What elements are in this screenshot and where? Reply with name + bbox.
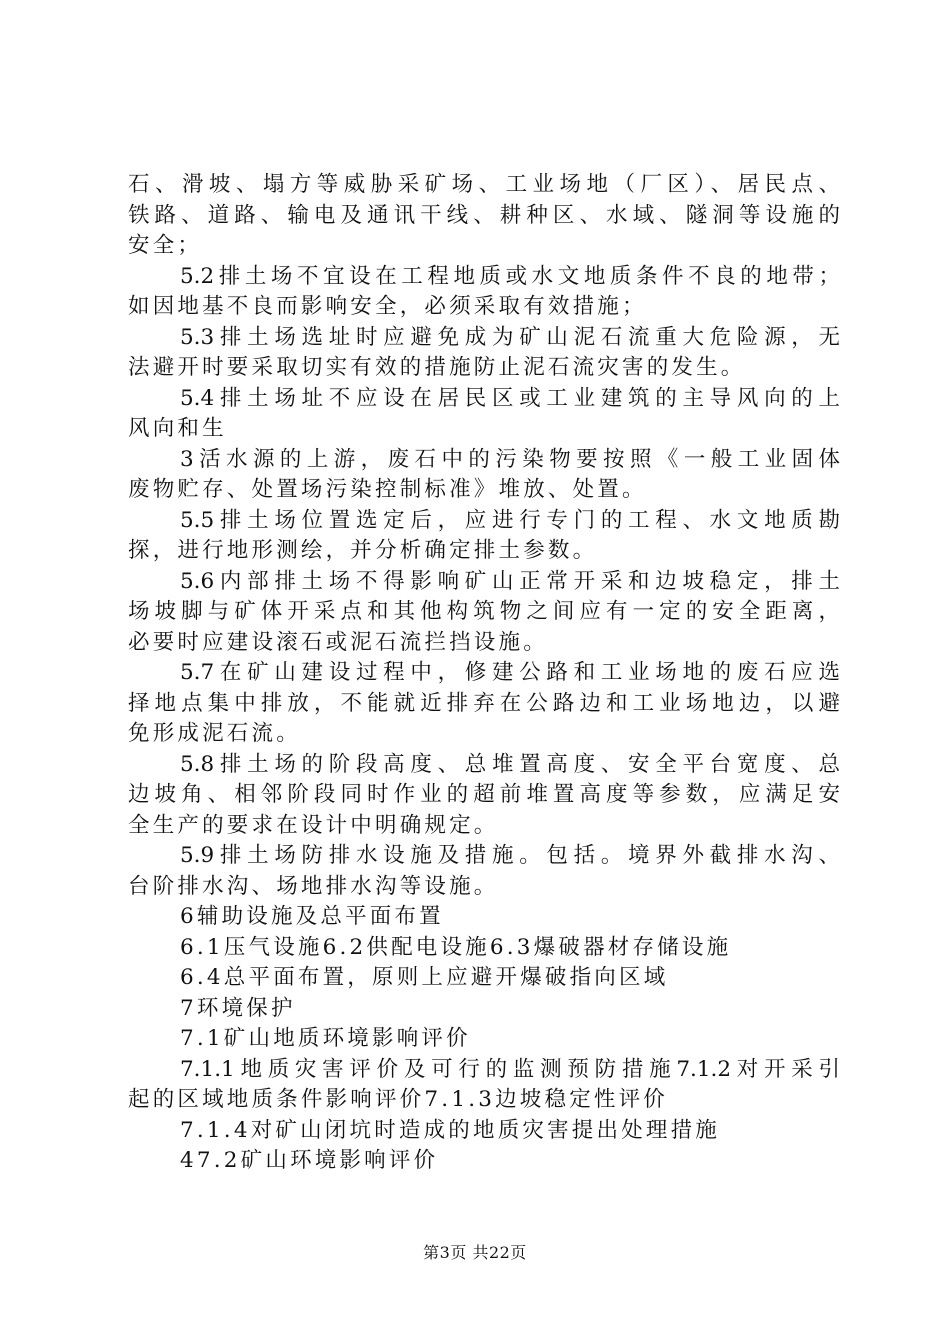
text-line: 5.8排土场的阶段高度、总堆置高度、安全平台宽度、总 — [180, 751, 840, 777]
text-line: 如因地基不良而影响安全，必须采取有效措施； — [128, 294, 647, 319]
text-line: 台阶排水沟、场地排水沟等设施。 — [128, 873, 499, 899]
text-line: 免形成泥石流。 — [128, 721, 301, 746]
text-line: 必要时应建设滚石或泥石流拦挡设施。 — [128, 629, 548, 655]
text-line: 起的区域地质条件影响评价7.1.3边坡稳定性评价 — [128, 1087, 669, 1112]
text-line: 7.1.1地质灾害评价及可行的监测预防措施7.1.2对开采引 — [180, 1056, 840, 1082]
text-line: 5.4排土场址不应设在居民区或工业建筑的主导风向的上 — [180, 385, 840, 411]
text-line: 3活水源的上游，废石中的污染物要按照《一般工业固体 — [180, 446, 840, 472]
text-line: 石、滑坡、塌方等威胁采矿场、工业场地（厂区）、居民点、 — [128, 172, 840, 197]
text-line: 7.1.4对矿山闭坑时造成的地质灾害提出处理措施 — [180, 1117, 721, 1143]
text-line: 全生产的要求在设计中明确规定。 — [128, 812, 499, 838]
text-line: 边坡角、相邻阶段同时作业的超前堆置高度等参数，应满足安 — [128, 782, 840, 807]
text-line: 5.5排土场位置选定后，应进行专门的工程、水文地质勘 — [180, 507, 840, 533]
page-footer: 第3页 共22页 — [423, 1243, 527, 1262]
text-line: 47.2矿山环境影响评价 — [180, 1148, 439, 1173]
text-line: 6.4总平面布置，原则上应避开爆破指向区域 — [180, 965, 669, 990]
text-line: 5.9排土场防排水设施及措施。包括。境界外截排水沟、 — [180, 843, 840, 868]
text-line: 安全； — [128, 233, 203, 258]
text-line: 废物贮存、处置场污染控制标准》堆放、处置。 — [128, 477, 647, 502]
text-line: 择地点集中排放，不能就近排弃在公路边和工业场地边，以避 — [128, 690, 840, 716]
text-line: 探，进行地形测绘，并分析确定排土参数。 — [128, 538, 598, 563]
text-line: 5.2排土场不宜设在工程地质或水文地质条件不良的地带； — [180, 263, 840, 289]
text-line: 场坡脚与矿体开采点和其他构筑物之间应有一定的安全距离， — [128, 599, 840, 624]
text-line: 7环境保护 — [180, 995, 296, 1021]
document-body — [128, 170, 840, 1177]
text-line: 铁路、道路、输电及通讯干线、耕种区、水域、隧洞等设施的 — [128, 202, 840, 228]
text-line: 5.6内部排土场不得影响矿山正常开采和边坡稳定，排土 — [180, 568, 840, 594]
text-line: 法避开时要采取切实有效的措施防止泥石流灾害的发生。 — [128, 355, 746, 380]
text-line: 风向和生 — [128, 416, 227, 441]
text-line: 6辅助设施及总平面布置 — [180, 904, 444, 929]
text-line: 7.1矿山地质环境影响评价 — [180, 1026, 471, 1051]
text-line: 5.7在矿山建设过程中，修建公路和工业场地的废石应选 — [180, 660, 840, 685]
text-line: 6.1压气设施6.2供配电设施6.3爆破器材存储设施 — [180, 934, 732, 960]
text-line: 5.3排土场选址时应避免成为矿山泥石流重大危险源，无 — [180, 324, 840, 350]
